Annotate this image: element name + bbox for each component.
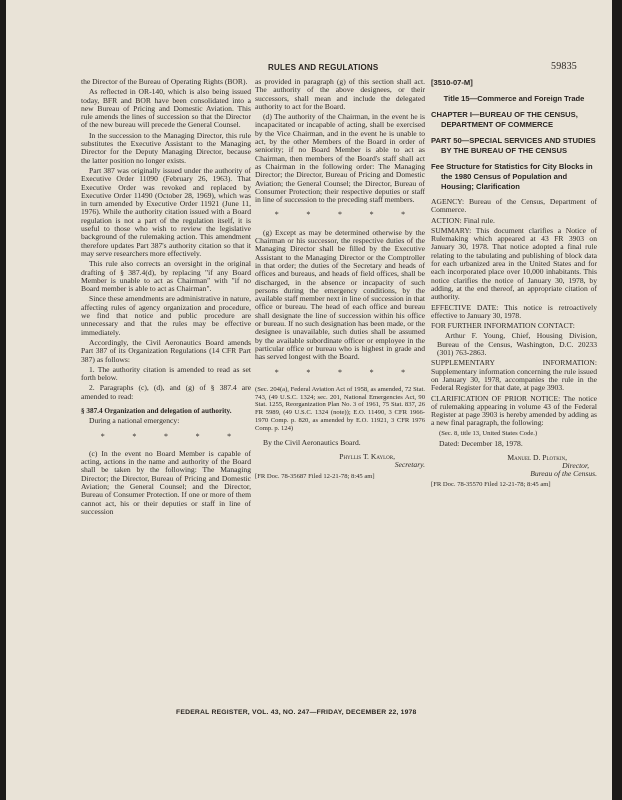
paragraph: 1. The authority citation is amended to read as set forth below. — [81, 364, 251, 383]
by-line: By the Civil Aeronautics Board. — [263, 437, 361, 447]
chapter-heading: CHAPTER I—BUREAU OF THE CENSUS, DEPARTMENT OF COMMERCE — [431, 110, 578, 129]
separator-stars: * * * * * — [274, 210, 406, 220]
agency: AGENCY: Bureau of the Census, Department of Commerce. — [431, 197, 597, 215]
authority-citation: (Sec. 204(a), Federal Aviation Act of 1958, as amended, 72 Stat. 743, (49 U.S.C. 1324; sec. 201, National Emergencies Act, 90 Stat. 1255, Reorganization Plan No. 3 of 1961, 75 Stat. 837, 26 FR 5989, (49 U.S.C. 1324 (note)); E.O. 11490, 3 CFR 1966-1970 Comp. p. 820, as amended by E.O. 11921, 3 CFR 1976 Comp. p. 124) — [255, 385, 425, 432]
column-2 — [255, 78, 425, 483]
paragraph: (g) Except as may be determined otherwise by the Chairman or his successor, the respective duties of the Managing Director shall be filled by the Executive Assistant to the Managing Director or the Comptroller in that order; the duties of the Secretary and heads of offices and bureaus, and heads of field offices, shall be discharged, in the absence or incapacity of such persons during the emergency conditions, by the available staff member next in line of succession in that office or bureau. The head of each office and bureau shall designate the line of succession within his office or bureau. If no such designation has been made, or the designee is unavailable, such duties shall be assumed by the available subordinate officer or employee in the particular office or bureau who is highest in grade and has served longest with the Board. — [255, 227, 425, 362]
contact-info: Arthur F. Young, Chief, Housing Division, Bureau of the Census, Washington, D.C. 20233 (301) 763-2863. — [437, 331, 597, 358]
paragraph: During a national emergency: — [89, 416, 180, 426]
signer-org: Bureau of the Census. — [530, 469, 597, 479]
billing-code: [3510-07-M] — [431, 78, 473, 87]
effective-date: EFFECTIVE DATE: This notice is retroactively effective to January 30, 1978. — [431, 302, 597, 320]
paragraph: Part 387 was originally issued under the authority of Executive Order 11090 (February 26, 1963). That Executive Order was revoked and replaced by Executive Order 11490 (October 28, 1969), which was in turn amended by Executive Order 11921 (June 11, 1976). While the authority citation issued with a Board regulation is not a part of the regulation itself, it is useful to those who wish to review the legislative background of the rulemaking action. This amendment therefore updates Part 387's authority citation so that it may serve researchers more effectively. — [81, 165, 251, 258]
signer-name: Phyllis T. Kaylor, — [339, 451, 395, 461]
authority-citation: (Sec. 8, title 13, United States Code.) — [439, 429, 538, 437]
paragraph: 2. Paragraphs (c), (d), and (g) of § 387.4 are amended to read: — [81, 383, 251, 401]
paragraph: the Director of the Bureau of Operating Rights (BOR). — [81, 77, 248, 86]
subject-heading: Fee Structure for Statistics for City Blocks in the 1980 Census of Population and Housing; Clarification — [431, 162, 593, 191]
section-heading: § 387.4 Organization and delegation of authority. — [81, 406, 232, 415]
supplementary-info: SUPPLEMENTARY INFORMATION: Supplementary information concerning the rule issued on January 30, 1978, accompanies the rule in the Federal Register for that date, at page 3903. — [431, 358, 597, 393]
cfr-title: Title 15—Commerce and Foreign Trade — [443, 94, 585, 103]
action: ACTION: Final rule. — [431, 215, 495, 225]
separator-stars: * * * * * — [274, 367, 406, 377]
part-heading: PART 50—SPECIAL SERVICES AND STUDIES BY THE BUREAU OF THE CENSUS — [431, 136, 596, 155]
paragraph: Since these amendments are administrative in nature, affecting rules of agency organization and procedure, we find that notice and public procedure are unnecessary and that the rules may be effective immediately. — [81, 294, 251, 337]
paragraph: In the succession to the Managing Director, this rule substitutes the Executive Assistant to the Managing Director for the Deputy Managing Director, because the latter position no longer exists. — [81, 130, 251, 165]
paragraph: (d) The authority of the Chairman, in the event he is incapacitated or incapable of acting, shall be exercised by the Vice Chairman, and in the event he is unable to act, by the other Members of the Board in order of seniority; if no Board Member is able to act as Chairman, then members of the Board's staff shall act as Chairman in the following order: The Managing Director; the Director, Bureau of Pricing and Domestic Aviation; the General Counsel; the Director, Bureau of Consumer Protection; their respective deputies or staff in line of succession to the preceding staff members. — [255, 112, 425, 205]
section-title: RULES AND REGULATIONS — [268, 63, 379, 72]
signature-block — [255, 453, 425, 470]
fr-doc-filed: [FR Doc. 78-35687 Filed 12-21-78; 8:45 am] — [255, 473, 375, 481]
document-page — [6, 0, 612, 800]
summary: SUMMARY: This document clarifies a Notice of Rulemaking which appeared at 43 FR 3903 on January 30, 1978. That notice adopted a final rule relating to the tabulating and publishing of block data for each urbanized area in the United States and for each incorporated place over 10,000 inhabitants. This notice clarifies the notice of January 30, 1978, by adding, at the end thereof, an appropriate citation of authority. — [431, 225, 597, 302]
column-3 — [431, 78, 597, 491]
contact-heading: FOR FURTHER INFORMATION CONTACT: — [431, 321, 575, 331]
signature-block — [431, 454, 597, 479]
signer-title: Secretary. — [394, 460, 425, 470]
page-footer: FEDERAL REGISTER, VOL. 43, NO. 247—FRIDAY, DECEMBER 22, 1978 — [176, 709, 417, 716]
paragraph: As reflected in OR-140, which is also being issued today, BFR and BOR have been consolidated into a new Bureau of Pricing and Domestic Aviation. This rule amends the lines of succession so that the Director of the new bureau will precede the General Counsel. — [81, 87, 251, 130]
signer-name: Manuel D. Plotkin, — [507, 452, 567, 462]
paragraph: as provided in paragraph (g) of this section shall act. The authority of the above designees, or their successors, shall mean and include the delegated authority to act for the Board. — [255, 77, 425, 111]
paragraph: (c) In the event no Board Member is capable of acting, actions in the name and authority of the Board shall be taken by the following: The Managing Director; the Director, Bureau of Pricing and Domestic Aviation; the General Counsel; and the Director, Bureau of Consumer Protection. If one or more of them cannot act, his or their deputies or staff in line of succession — [81, 448, 251, 516]
dated: Dated: December 18, 1978. — [439, 438, 523, 448]
separator-stars: * * * * * — [100, 431, 232, 441]
paragraph: This rule also corrects an oversight in the original drafting of § 387.4(d), by replacing "if any Board Member is unable to act as Chairman" with "if no Board member is able to act as Chairman". — [81, 259, 251, 294]
fr-doc-filed: [FR Doc. 78-35570 Filed 12-21-78; 8:45 am] — [431, 480, 551, 488]
page-number: 59835 — [551, 61, 577, 72]
paragraph: Accordingly, the Civil Aeronautics Board amends Part 387 of its Organization Regulations (14 CFR Part 387) as follows: — [81, 337, 251, 364]
signer-title: Director, — [562, 461, 589, 471]
clarification: CLARIFICATION OF PRIOR NOTICE: The notice of rulemaking appearing in volume 43 of the Federal Register at page 3903 is hereby amended by adding as a new final paragraph, the following: — [431, 393, 597, 428]
column-1 — [81, 78, 251, 518]
